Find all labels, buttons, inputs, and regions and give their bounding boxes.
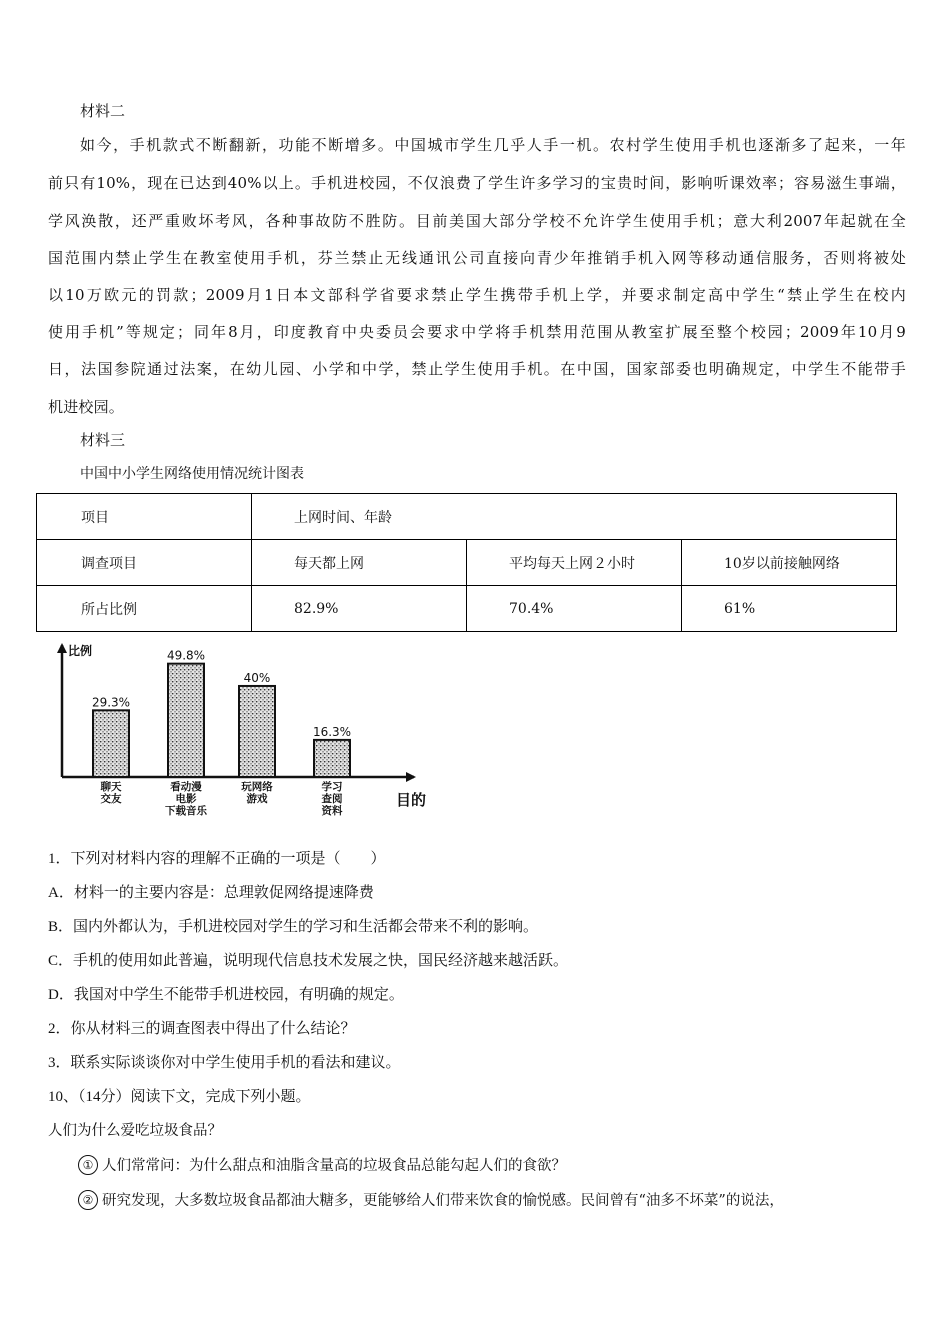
bar-3 <box>239 686 275 777</box>
material2-line-2: 前只有10%，现在已达到40%以上。手机进校园，不仅浪费了学生许多学习的宝贵时间，影响听课效率；容易滋生事端， <box>48 174 906 192</box>
paragraph-text: 人们常常问：为什么甜点和油脂含量高的垃圾食品总能勾起人们的食欲？ <box>102 1158 566 1174</box>
stats-table <box>36 493 897 632</box>
tick-label-1: 交友 <box>100 793 122 805</box>
data-label-2: 49.8% <box>166 648 206 663</box>
tick-label-2: 下载音乐 <box>165 805 207 817</box>
question-1: 1．下列对材料内容的理解不正确的一项是（ ） <box>48 851 386 867</box>
table-row <box>37 494 897 540</box>
y-axis-label: 比例 <box>68 644 93 658</box>
bar-2 <box>168 664 204 777</box>
x-axis-label: 目的 <box>396 791 427 809</box>
data-label-3: 40% <box>243 670 271 685</box>
tick-label-1: 聊天 <box>100 781 122 793</box>
tick-label-2: 电影 <box>175 793 197 805</box>
option-a: A．材料一的主要内容是：总理敦促网络提速降费 <box>48 885 374 901</box>
data-label-1: 29.3% <box>91 695 131 710</box>
table-cell: 平均每天上网２小时 <box>467 540 682 586</box>
table-cell: 调查项目 <box>37 540 252 586</box>
table-cell: 82.9% <box>252 586 467 632</box>
paragraph-text: 研究发现，大多数垃圾食品都油大糖多，更能够给人们带来饮食的愉悦感。民间曾有“油多不坏菜”的说法， <box>102 1193 784 1209</box>
option-d: D．我国对中学生不能带手机进校园，有明确的规定。 <box>48 987 404 1003</box>
question-2: 2．你从材料三的调查图表中得出了什么结论？ <box>48 1021 356 1037</box>
table-row <box>37 540 897 586</box>
material2-line-1: 如今，手机款式不断翻新，功能不断增多。中国城市学生几乎人手一机。农村学生使用手机也逐渐多了起来，一年 <box>80 136 906 154</box>
table-title: 中国中小学生网络使用情况统计图表 <box>80 466 304 482</box>
paragraph-number: ① <box>78 1155 98 1175</box>
question-3: 3．联系实际谈谈你对中学生使用手机的看法和建议。 <box>48 1055 401 1071</box>
tick-label-4: 查阅 <box>321 793 343 805</box>
material2-heading: 材料二 <box>80 102 126 120</box>
material2-line-5: 以10万欧元的罚款；2009月1日本文部科学省要求禁止学生携带手机上学，并要求制定高中学生“禁止学生在校内 <box>48 286 906 304</box>
table-cell: 10岁以前接触网络 <box>682 540 897 586</box>
article-title: 人们为什么爱吃垃圾食品？ <box>48 1123 222 1139</box>
tick-label-3: 游戏 <box>246 793 268 805</box>
option-b: B．国内外都认为，手机进校园对学生的学习和生活都会带来不利的影响。 <box>48 919 539 935</box>
article-paragraph-2 <box>78 1184 784 1218</box>
material2-line-8: 机进校园。 <box>48 398 125 416</box>
question-10: 10、（14分）阅读下文，完成下列小题。 <box>48 1089 311 1105</box>
paragraph-number: ② <box>78 1190 98 1210</box>
bar-4 <box>314 740 350 777</box>
material2-line-7: 日，法国参院通过法案，在幼儿园、小学和中学，禁止学生使用手机。在中国，国家部委也明确规定，中学生不能带手 <box>48 360 906 378</box>
article-paragraph-1 <box>78 1149 566 1183</box>
table-cell: 所占比例 <box>37 586 252 632</box>
tick-label-4: 学习 <box>321 781 343 793</box>
data-label-4: 16.3% <box>312 724 352 739</box>
table-cell: 上网时间、年龄 <box>252 494 897 540</box>
option-c: C．手机的使用如此普遍，说明现代信息技术发展之快，国民经济越来越活跃。 <box>48 953 569 969</box>
x-axis-arrow <box>406 772 416 782</box>
bar-chart <box>36 637 446 827</box>
material2-line-3: 学风涣散，还严重败坏考风，各种事故防不胜防。目前美国大部分学校不允许学生使用手机；意大利2007年起就在全 <box>48 212 906 230</box>
tick-label-3: 玩网络 <box>241 781 273 793</box>
table-cell: 项目 <box>37 494 252 540</box>
material2-line-6: 使用手机”等规定；同年8月，印度教育中央委员会要求中学将手机禁用范围从教室扩展至整个校园；2009年10月9 <box>48 323 906 341</box>
bar-1 <box>93 710 129 777</box>
table-cell: 61% <box>682 586 897 632</box>
material2-line-4: 国范围内禁止学生在教室使用手机，芬兰禁止无线通讯公司直接向青少年推销手机入网等移动通信服务，否则将被处 <box>48 249 906 267</box>
tick-label-4: 资料 <box>321 805 343 817</box>
table-row <box>37 586 897 632</box>
y-axis-arrow <box>57 643 67 653</box>
table-cell: 70.4% <box>467 586 682 632</box>
table-cell: 每天都上网 <box>252 540 467 586</box>
tick-label-2: 看动漫 <box>170 781 202 793</box>
material3-heading: 材料三 <box>80 431 126 449</box>
